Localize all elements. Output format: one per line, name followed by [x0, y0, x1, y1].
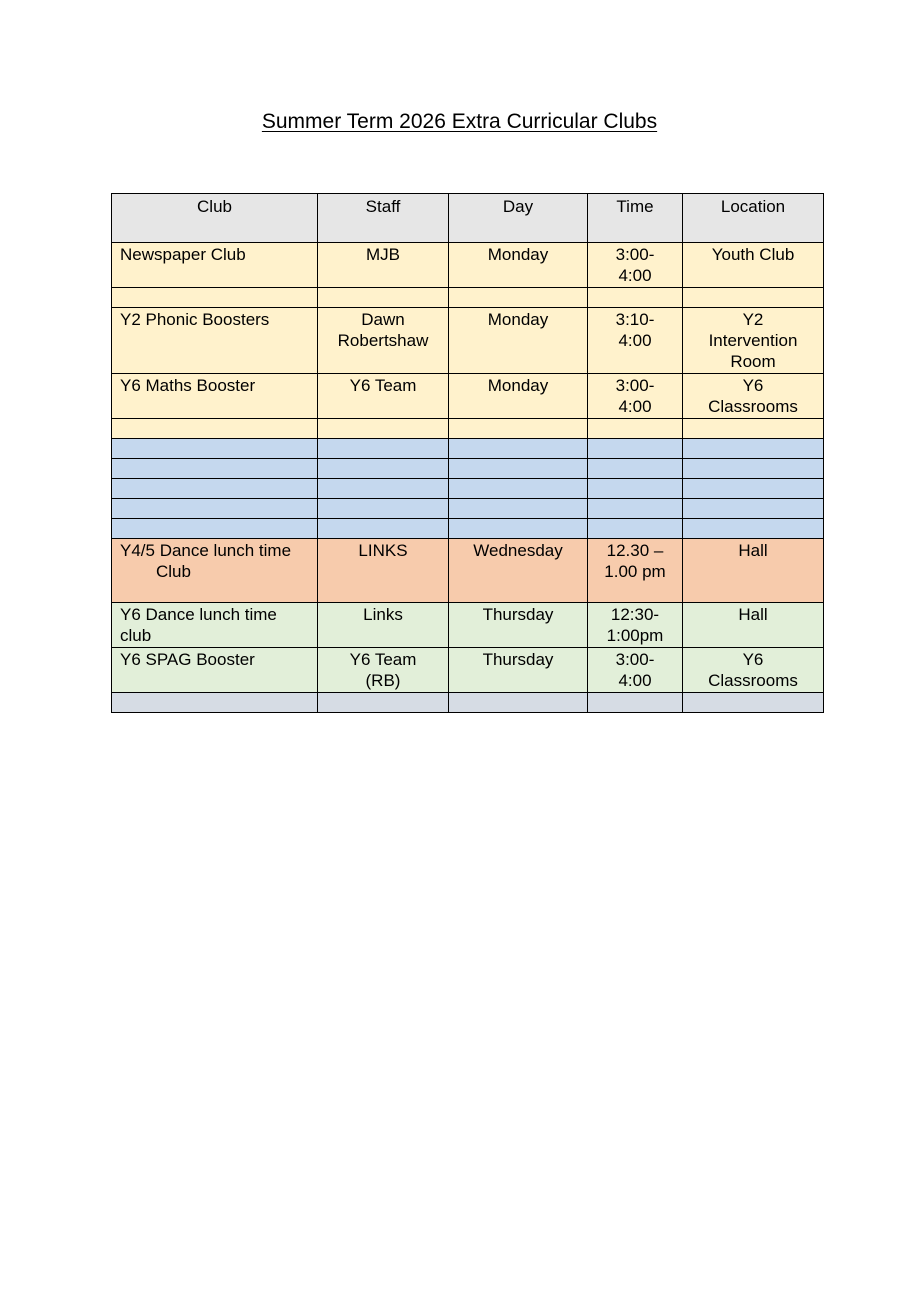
- location-cell: Hall: [683, 539, 824, 603]
- time-cell: 3:00- 4:00: [588, 243, 683, 288]
- table-row: [112, 693, 824, 713]
- club-cell: [112, 499, 318, 519]
- club-cell: Y2 Phonic Boosters: [112, 308, 318, 374]
- header-location: Location: [683, 194, 824, 243]
- staff-cell: [318, 693, 449, 713]
- day-cell: Monday: [449, 243, 588, 288]
- table-row: [112, 439, 824, 459]
- table-row: [112, 243, 824, 288]
- header-day: Day: [449, 194, 588, 243]
- club-cell: [112, 693, 318, 713]
- time-cell: 3:00- 4:00: [588, 648, 683, 693]
- location-cell: [683, 439, 824, 459]
- time-cell: [588, 519, 683, 539]
- table-row: [112, 459, 824, 479]
- club-cell: [112, 419, 318, 439]
- club-cell: Newspaper Club: [112, 243, 318, 288]
- staff-cell: [318, 499, 449, 519]
- location-cell: Y6 Classrooms: [683, 648, 824, 693]
- staff-cell: Links: [318, 603, 449, 648]
- club-cell: [112, 519, 318, 539]
- staff-cell: Y6 Team (RB): [318, 648, 449, 693]
- club-cell: [112, 288, 318, 308]
- page-title: Summer Term 2026 Extra Curricular Clubs: [261, 110, 658, 133]
- day-cell: [449, 519, 588, 539]
- header-club: Club: [112, 194, 318, 243]
- time-cell: [588, 419, 683, 439]
- staff-cell: Dawn Robertshaw: [318, 308, 449, 374]
- clubs-table: [111, 193, 824, 713]
- club-name: Y4/5 Dance lunch time: [120, 541, 292, 560]
- table-row: [112, 479, 824, 499]
- table-row: [112, 419, 824, 439]
- day-cell: Wednesday: [449, 539, 588, 603]
- club-cell: Y6 SPAG Booster: [112, 648, 318, 693]
- table-row: [112, 539, 824, 603]
- day-cell: [449, 479, 588, 499]
- club-cell: [112, 459, 318, 479]
- staff-cell: [318, 459, 449, 479]
- day-cell: Thursday: [449, 603, 588, 648]
- time-cell: 12:30- 1:00pm: [588, 603, 683, 648]
- time-cell: [588, 459, 683, 479]
- location-cell: Hall: [683, 603, 824, 648]
- location-cell: [683, 519, 824, 539]
- table-row: [112, 288, 824, 308]
- table-row: [112, 499, 824, 519]
- location-cell: Y2 Intervention Room: [683, 308, 824, 374]
- day-cell: [449, 459, 588, 479]
- club-cell: Y6 Maths Booster: [112, 374, 318, 419]
- table-row: [112, 308, 824, 374]
- location-cell: [683, 499, 824, 519]
- club-cell: [112, 539, 318, 603]
- time-cell: 3:00- 4:00: [588, 374, 683, 419]
- location-cell: Y6 Classrooms: [683, 374, 824, 419]
- header-time: Time: [588, 194, 683, 243]
- club-cell: [112, 479, 318, 499]
- staff-cell: [318, 479, 449, 499]
- time-cell: [588, 499, 683, 519]
- day-cell: [449, 439, 588, 459]
- club-cell: [112, 439, 318, 459]
- staff-cell: [318, 288, 449, 308]
- location-cell: [683, 459, 824, 479]
- time-cell: [588, 439, 683, 459]
- club-cell: Y6 Dance lunch time club: [112, 603, 318, 648]
- day-cell: [449, 693, 588, 713]
- time-cell: 12.30 – 1.00 pm: [588, 539, 683, 603]
- day-cell: [449, 288, 588, 308]
- location-cell: [683, 419, 824, 439]
- staff-cell: Y6 Team: [318, 374, 449, 419]
- location-cell: Youth Club: [683, 243, 824, 288]
- table-row: [112, 519, 824, 539]
- staff-cell: [318, 519, 449, 539]
- staff-cell: [318, 439, 449, 459]
- table-row: [112, 374, 824, 419]
- day-cell: Thursday: [449, 648, 588, 693]
- header-row: [112, 194, 824, 243]
- day-cell: [449, 499, 588, 519]
- day-cell: Monday: [449, 308, 588, 374]
- time-cell: [588, 693, 683, 713]
- table-row: [112, 603, 824, 648]
- location-cell: [683, 693, 824, 713]
- time-cell: [588, 288, 683, 308]
- time-cell: 3:10- 4:00: [588, 308, 683, 374]
- header-staff: Staff: [318, 194, 449, 243]
- staff-cell: LINKS: [318, 539, 449, 603]
- club-name-continued: Club: [156, 562, 191, 581]
- day-cell: Monday: [449, 374, 588, 419]
- table-row: [112, 648, 824, 693]
- time-cell: [588, 479, 683, 499]
- day-cell: [449, 419, 588, 439]
- location-cell: [683, 479, 824, 499]
- staff-cell: [318, 419, 449, 439]
- location-cell: [683, 288, 824, 308]
- staff-cell: MJB: [318, 243, 449, 288]
